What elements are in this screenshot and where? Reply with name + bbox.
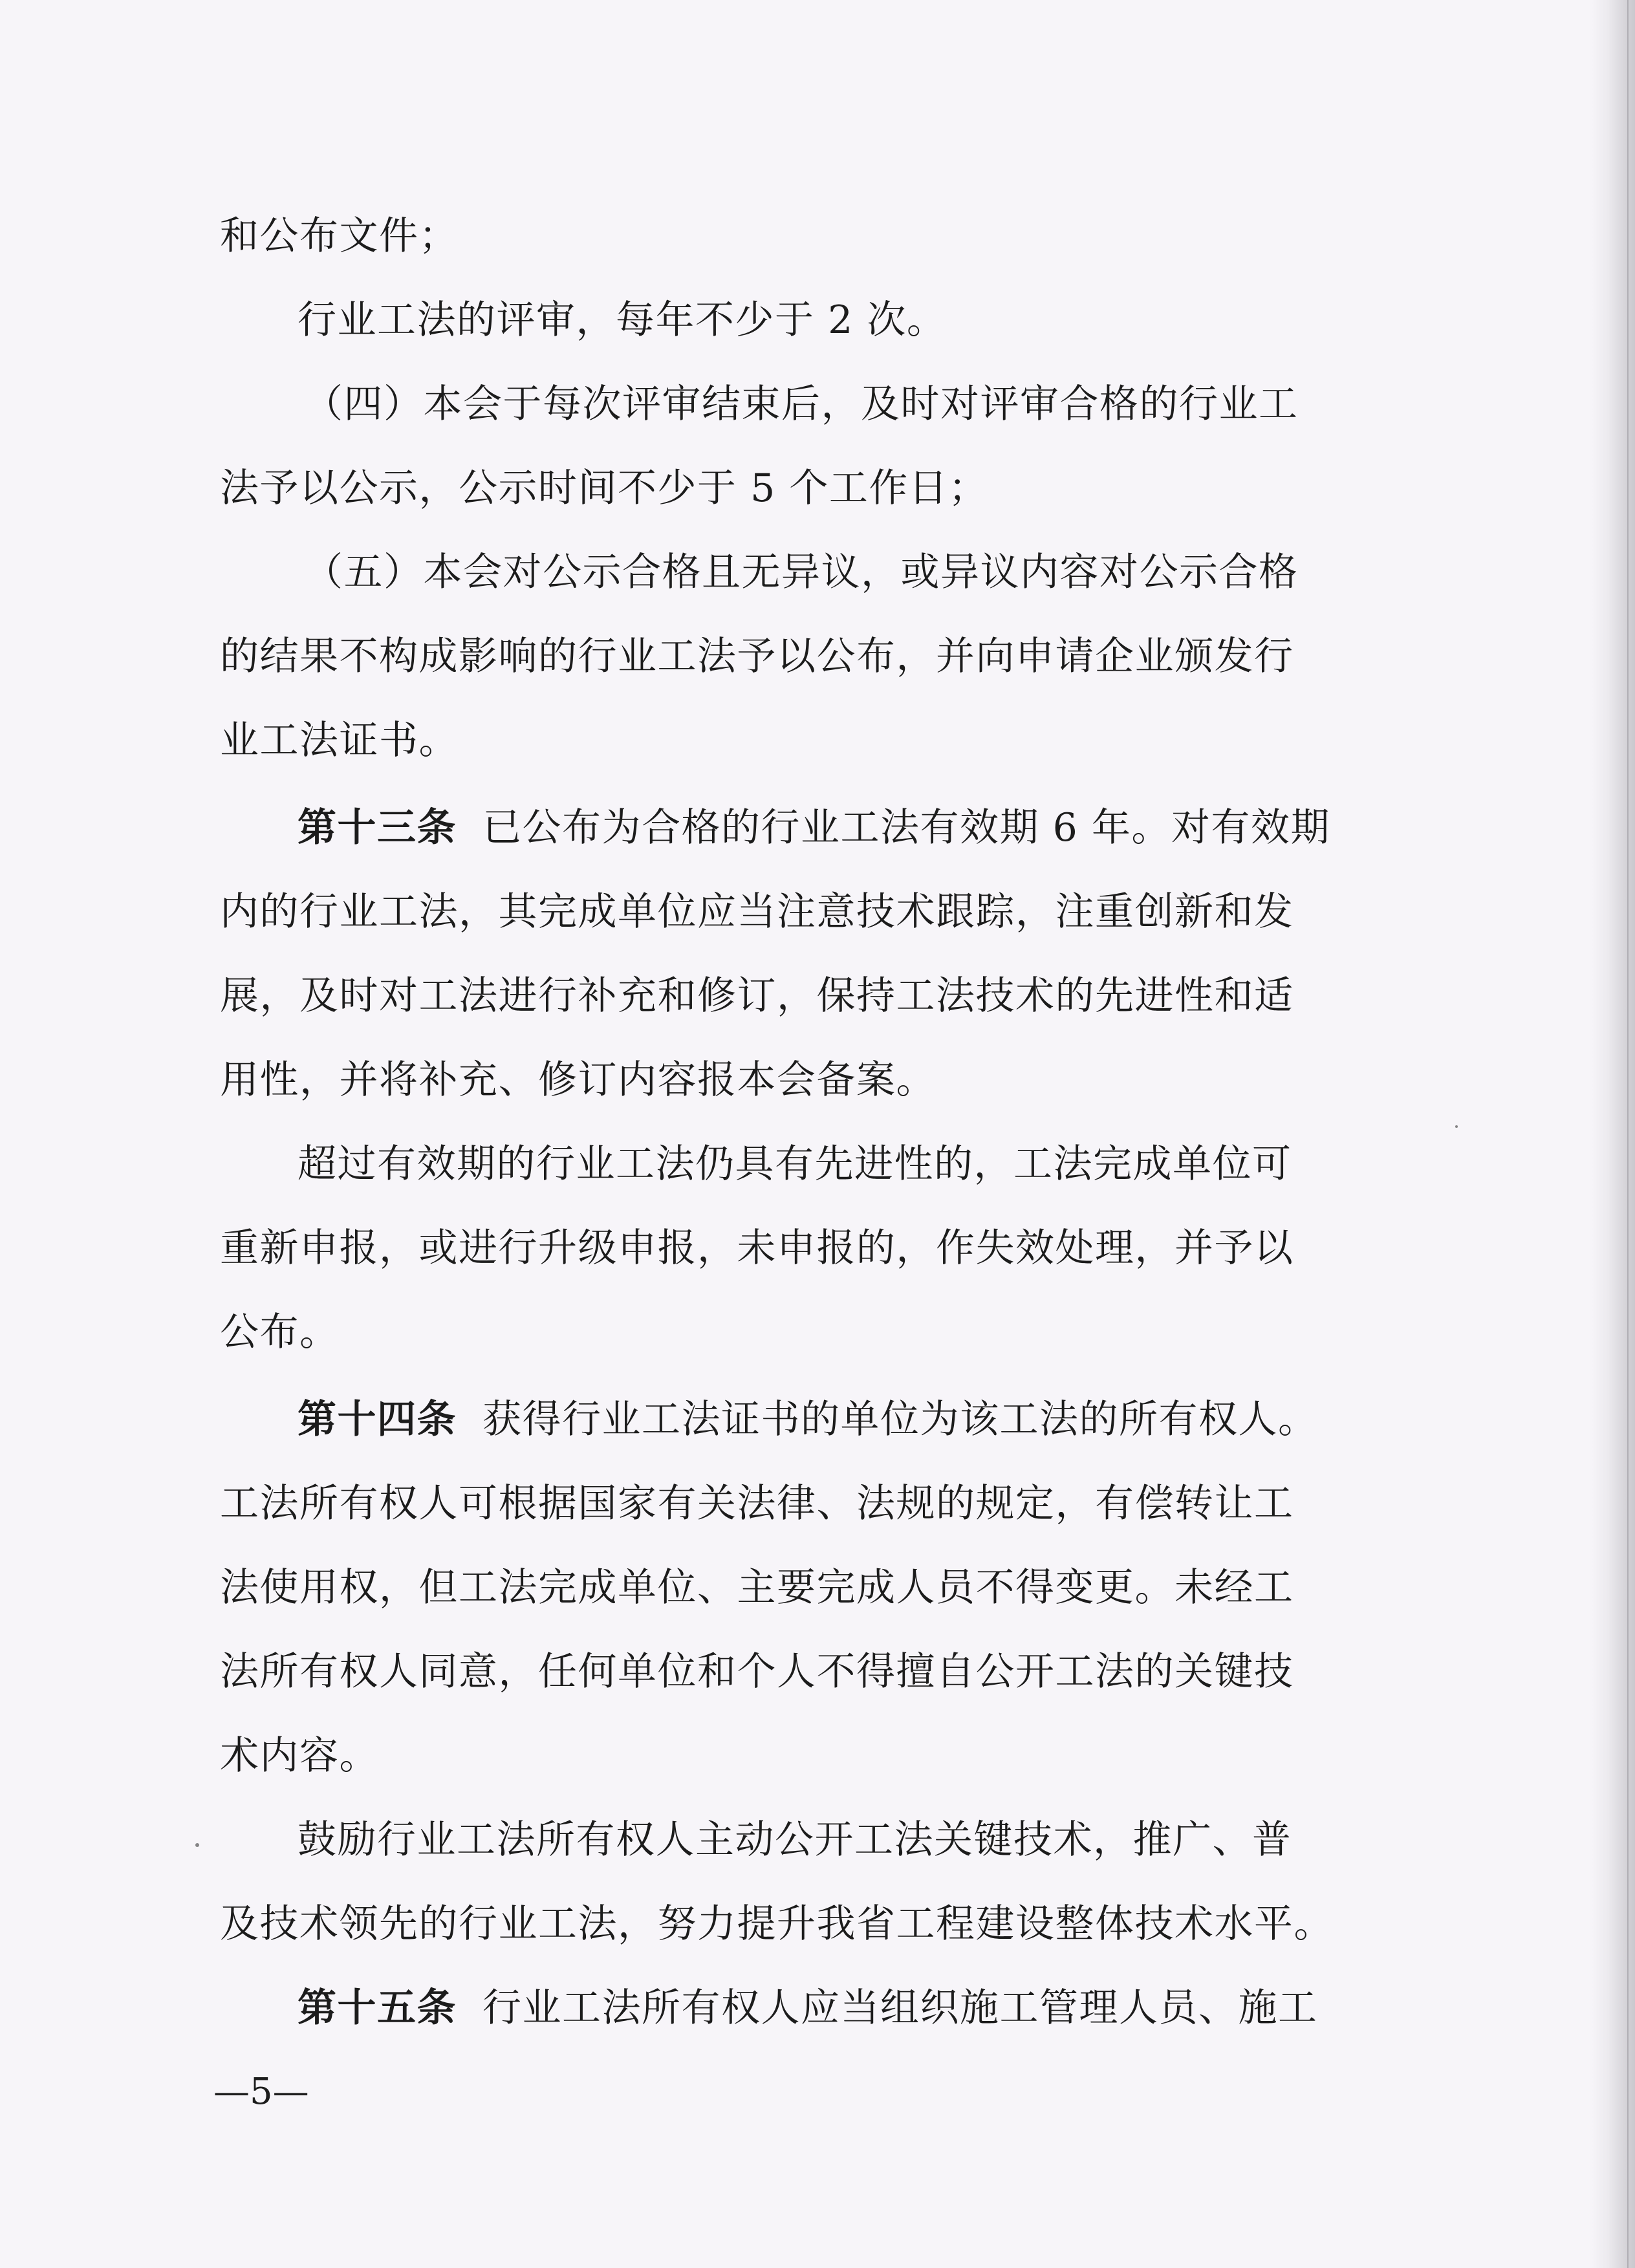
body-text: 超过有效期的行业工法仍具有先进性的，工法完成单位可 [298,1141,1292,1187]
body-line-9 [220,886,1384,938]
body-line-4 [220,462,1384,514]
article-15-line [298,1982,1384,2034]
body-text: 和公布文件； [220,213,459,259]
body-text: 行业工法的评审，每年不少于 2 次。 [298,297,947,343]
body-text: 术内容。 [220,1733,379,1778]
page-edge-line [1627,0,1629,2268]
body-line-13 [220,1222,1384,1274]
body-text: 法予以公示，公示时间不少于 5 个工作日； [220,466,988,511]
body-line-20 [298,1814,1384,1866]
article-14-heading: 第十四条 [298,1397,457,1442]
article-13-heading: 第十三条 [298,805,457,850]
body-line-16 [220,1478,1384,1529]
body-text: 法所有权人同意，任何单位和个人不得擅自公开工法的关键技 [220,1649,1294,1694]
body-text: 工法所有权人可根据国家有关法律、法规的规定，有偿转让工 [220,1481,1294,1526]
body-text: 行业工法所有权人应当组织施工管理人员、施工 [482,1985,1318,2031]
body-text: 的结果不构成影响的行业工法予以公布，并向申请企业颁发行 [220,634,1294,679]
body-line-7 [220,715,1384,766]
body-text: 获得行业工法证书的单位为该工法的所有权人。 [482,1397,1318,1442]
body-line-17 [220,1562,1384,1614]
body-line-21 [220,1898,1384,1950]
body-text: 鼓励行业工法所有权人主动公开工法关键技术，推广、普 [298,1817,1292,1863]
body-line-14 [220,1306,1384,1358]
body-text: 法使用权，但工法完成单位、主要完成人员不得变更。未经工 [220,1565,1294,1610]
body-text: 重新申报，或进行升级申报，未申报的，作失效处理，并予以 [220,1226,1294,1271]
page-number: —5— [213,2071,309,2113]
article-13-line [298,802,1384,854]
body-text: 内的行业工法，其完成单位应当注意技术跟踪，注重创新和发 [220,889,1294,934]
body-text: 及技术领先的行业工法，努力提升我省工程建设整体技术水平。 [220,1901,1334,1947]
body-text: 公布。 [220,1310,340,1355]
body-line-18 [220,1646,1384,1698]
scan-speck [195,1843,199,1847]
body-text: 已公布为合格的行业工法有效期 6 年。对有效期 [482,805,1330,850]
body-text: 业工法证书。 [220,718,459,763]
body-line-2 [298,294,1384,346]
body-line-1 [220,210,1384,262]
body-text: （四）本会于每次评审结束后，及时对评审合格的行业工 [304,382,1299,427]
body-text: 用性，并将补充、修订内容报本会备案。 [220,1057,936,1103]
body-line-11 [220,1054,1384,1106]
body-line-3 [304,378,1384,430]
body-line-19 [220,1730,1384,1782]
article-14-line [298,1394,1384,1445]
body-line-10 [220,970,1384,1022]
scan-speck [1455,1125,1458,1128]
body-line-6 [220,631,1384,682]
body-text: （五）本会对公示合格且无异议，或异议内容对公示合格 [304,550,1299,595]
body-text: 展，及时对工法进行补充和修订，保持工法技术的先进性和适 [220,973,1294,1019]
body-line-12 [298,1138,1384,1190]
article-15-heading: 第十五条 [298,1985,457,2031]
body-line-5 [304,546,1384,598]
